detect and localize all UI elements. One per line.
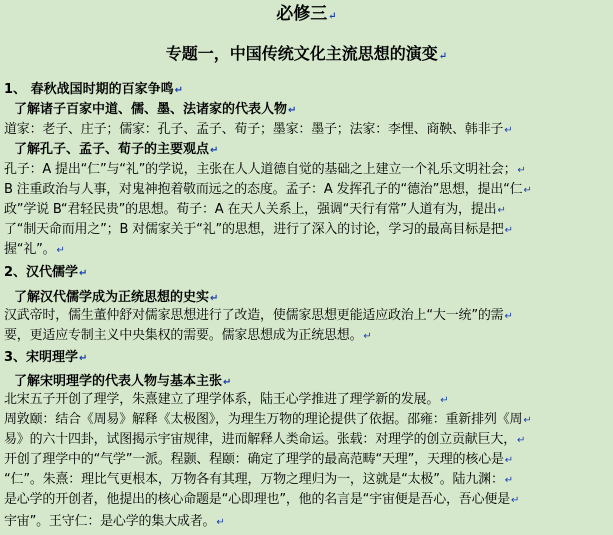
paragraph-mark-icon: ↵: [210, 293, 219, 304]
line-text: 了解宋明理学的代表人物与基本主张: [14, 374, 223, 389]
paragraph-mark-icon: ↵: [79, 268, 88, 279]
paragraph-mark-icon: ↵: [440, 395, 449, 406]
body-line: [4, 430, 609, 451]
line-text: 是心学的开创者，他提出的核心命题是“心即理也”，他的名言是“宇宙便是吾心，吾心便是: [4, 492, 511, 507]
paragraph-mark-icon: ↵: [504, 311, 513, 322]
body-line: [4, 120, 609, 141]
paragraph-mark-icon: ↵: [216, 517, 225, 528]
line-text: 1、 春秋战国时期的百家争鸣: [4, 82, 174, 97]
body-line: [4, 240, 609, 261]
body-line: [4, 512, 609, 533]
line-text: 了解汉代儒学成为正统思想的史实: [14, 290, 210, 305]
paragraph-mark-icon: ↵: [210, 145, 219, 156]
paragraph-mark-icon: ↵: [438, 51, 448, 62]
body-line: [4, 326, 609, 347]
line-text: 道家：老子、庄子；儒家：孔子、孟子、荀子；墨家：墨子；法家：李悝、商鞅、韩非子: [4, 122, 504, 137]
subsection-heading: [4, 100, 609, 121]
paragraph-mark-icon: ↵: [174, 85, 183, 96]
paragraph-mark-icon: ↵: [223, 377, 232, 388]
section-heading: [4, 348, 609, 369]
paragraph-mark-icon: ↵: [517, 435, 526, 446]
line-text: 北宋五子开创了理学，朱熹建立了理学体系，陆王心学推进了理学新的发展。: [4, 392, 440, 407]
line-text: 开创了理学中的“气学”一派。程颢、程颐：确定了理学的最高范畴“天理”，天理的核心是: [4, 452, 504, 467]
paragraph-mark-icon: ↵: [504, 455, 513, 466]
line-text: 汉武帝时，儒生董仲舒对儒家思想进行了改造，使儒家思想更能适应政治上“大一统”的需: [4, 308, 504, 323]
body-line: [4, 220, 609, 241]
body-line: [4, 450, 609, 471]
body-line: [4, 490, 609, 511]
line-text: 孔子：A 提出“仁”与“礼”的学说，主张在人人道德自觉的基础之上建立一个礼乐文明社会；: [4, 162, 517, 177]
document-title-text: 必修三: [276, 4, 328, 24]
line-text: 了解孔子、孟子、荀子的主要观点: [14, 142, 210, 157]
paragraph-mark-icon: ↵: [56, 245, 65, 256]
paragraph-mark-icon: ↵: [288, 105, 297, 116]
line-text: B 注重政治与人事，对鬼神抱着敬而远之的态度。孟子：A 发挥孔子的“德治”思想，提出“仁: [4, 182, 523, 197]
body-line: [4, 390, 609, 411]
document-subtitle-text: 专题一，中国传统文化主流思想的演变: [165, 44, 438, 63]
line-text: 宇宙”。王守仁：是心学的集大成者。: [4, 514, 216, 529]
paragraph-mark-icon: ↵: [504, 475, 513, 486]
document-subtitle: [0, 44, 613, 67]
body-line: [4, 180, 609, 201]
line-text: 要，更适应专制主义中央集权的需要。儒家思想成为正统思想。: [4, 328, 363, 343]
line-text: 周敦颐：结合《周易》解释《太极图》，为理生万物的理论提供了依据。邵雍：重新排列《周: [4, 412, 523, 427]
body-line: [4, 410, 609, 431]
line-text: 了解诸子百家中道、儒、墨、法诸家的代表人物: [14, 102, 288, 117]
section-heading: [4, 80, 609, 101]
paragraph-mark-icon: ↵: [523, 415, 532, 426]
paragraph-mark-icon: ↵: [504, 125, 513, 136]
body-line: [4, 470, 609, 491]
line-text: 3、宋明理学: [4, 350, 79, 365]
paragraph-mark-icon: ↵: [517, 165, 526, 176]
line-text: 了“制天命而用之”；B 对儒家关于“礼”的思想，进行了深入的讨论，学习的最高目标是把: [4, 222, 504, 237]
paragraph-mark-icon: ↵: [523, 185, 532, 196]
line-text: 2、汉代儒学: [4, 265, 79, 280]
paragraph-mark-icon: ↵: [504, 225, 513, 236]
line-text: 政”学说 B“君轻民贵”的思想。荀子：A 在天人关系上，强调“天行有常”人道有为，提出: [4, 202, 497, 217]
line-text: “仁”。朱熹：理比气更根本，万物各有其理，万物之理归为一，这就是“太极”。陆九渊：: [4, 472, 504, 487]
line-text: 握“礼”。: [4, 242, 56, 257]
paragraph-mark-icon: ↵: [497, 205, 506, 216]
paragraph-mark-icon: ↵: [79, 353, 88, 364]
paragraph-mark-icon: ↵: [363, 331, 372, 342]
section-heading: [4, 263, 609, 284]
subsection-heading: [4, 140, 609, 161]
line-text: 易》的六十四卦，试图揭示宇宙规律，进而解释人类命运。张载：对理学的创立贡献巨大，: [4, 432, 517, 447]
paragraph-mark-icon: ↵: [328, 11, 337, 22]
paragraph-mark-icon: ↵: [511, 495, 520, 506]
body-line: [4, 160, 609, 181]
body-line: [4, 200, 609, 221]
body-line: [4, 306, 609, 327]
document-title: [0, 4, 613, 27]
